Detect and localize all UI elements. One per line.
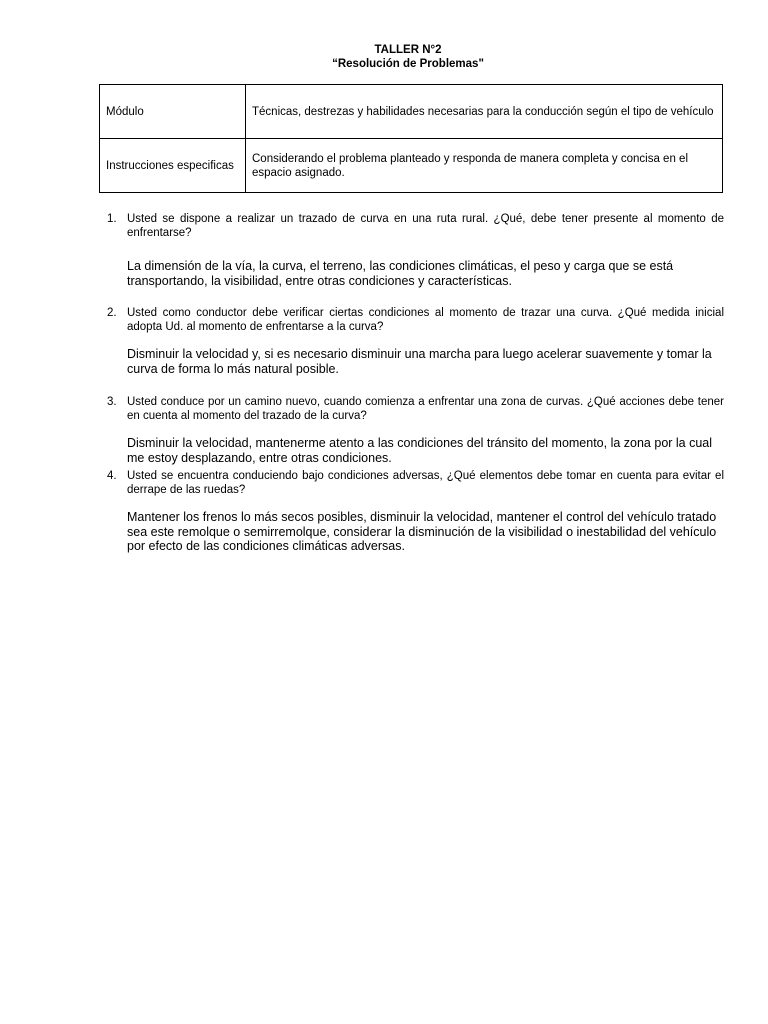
info-table bbox=[99, 84, 723, 193]
question-number: 4. bbox=[107, 470, 117, 482]
document-header bbox=[0, 43, 768, 71]
question-text: Usted se dispone a realizar un trazado de curva en una ruta rural. ¿Qué, debe tener presente al momento de enfrentarse? bbox=[127, 213, 724, 239]
question-number: 3. bbox=[107, 396, 117, 408]
question-text: Usted se encuentra conduciendo bajo condiciones adversas, ¿Qué elementos debe tomar en cuenta para evitar el derrape de las ruedas? bbox=[127, 470, 724, 496]
document-title: TALLER N°2 bbox=[374, 44, 442, 56]
instructions-value: Considerando el problema planteado y responda de manera completa y concisa en el espacio asignado. bbox=[246, 139, 723, 193]
answer-text: Mantener los frenos lo más secos posibles, disminuir la velocidad, mantener el control del vehículo tratado sea este remolque o semirremolque, considerar la disminución de la visibilidad o inestabilidad del vehículo por efecto de las condiciones climáticas adversas. bbox=[127, 510, 717, 553]
question-text: Usted como conductor debe verificar ciertas condiciones al momento de trazar una curva. ¿Qué medida inicial adopta Ud. al momento de enfrentarse a la curva? bbox=[127, 307, 724, 333]
question-text: Usted conduce por un camino nuevo, cuando comienza a enfrentar una zona de curvas. ¿Qué acciones debe tener en cuenta al momento del trazado de la curva? bbox=[127, 396, 724, 422]
answer-text: Disminuir la velocidad, mantenerme atento a las condiciones del tránsito del momento, la zona por la cual me estoy desplazando, entre otras condiciones. bbox=[127, 436, 713, 465]
question-number: 1. bbox=[107, 213, 117, 225]
module-label: Módulo bbox=[100, 85, 246, 139]
instructions-label: Instrucciones especificas bbox=[100, 139, 246, 193]
question-number: 2. bbox=[107, 307, 117, 319]
answer-text: Disminuir la velocidad y, si es necesario disminuir una marcha para luego acelerar suavemente y tomar la curva de forma lo más natural posible. bbox=[127, 347, 712, 376]
table-row bbox=[100, 85, 723, 139]
document-subtitle: “Resolución de Problemas" bbox=[332, 58, 484, 70]
table-row bbox=[100, 139, 723, 193]
module-value: Técnicas, destrezas y habilidades necesarias para la conducción según el tipo de vehículo bbox=[246, 85, 723, 139]
answer-text: La dimensión de la vía, la curva, el terreno, las condiciones climáticas, el peso y carga que se está transportando, la visibilidad, entre otras condiciones y características. bbox=[127, 259, 674, 288]
